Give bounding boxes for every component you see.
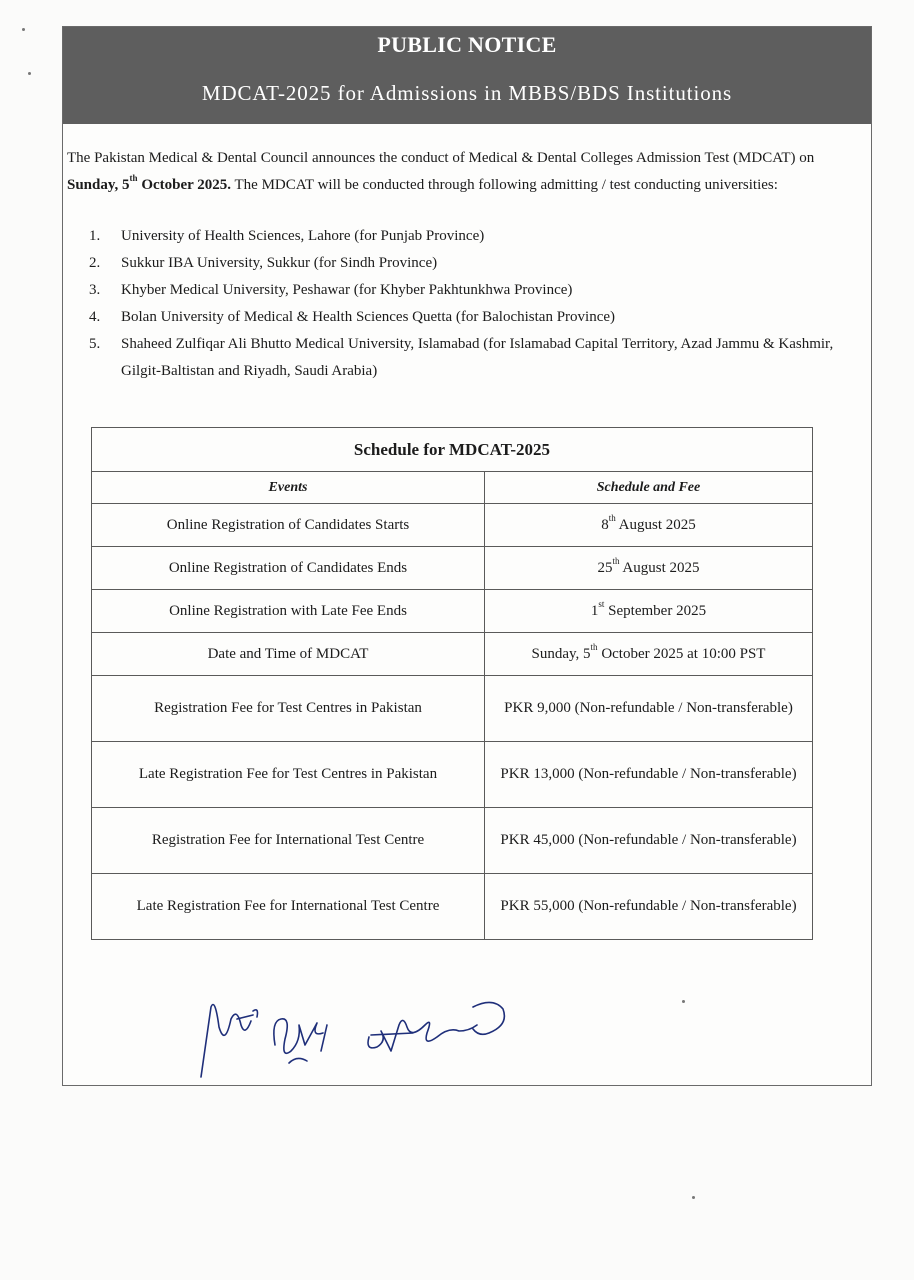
event-cell: Late Registration Fee for International Test Centre — [92, 874, 485, 940]
list-item: 2. Sukkur IBA University, Sukkur (for Sindh Province) — [89, 255, 438, 271]
value-cell: Sunday, 5th October 2025 at 10:00 PST — [485, 633, 813, 676]
column-header-schedule: Schedule and Fee — [485, 472, 813, 504]
event-cell: Registration Fee for Test Centres in Pakistan — [92, 676, 485, 742]
table-row — [92, 874, 813, 940]
intro-paragraph — [67, 145, 867, 199]
schedule-caption: Schedule for MDCAT-2025 — [92, 428, 813, 472]
event-cell: Registration Fee for International Test Centre — [92, 808, 485, 874]
table-row — [92, 504, 813, 547]
scan-speck — [22, 28, 25, 31]
list-item: 4. Bolan University of Medical & Health Sciences Quetta (for Balochistan Province) — [89, 309, 616, 325]
event-cell: Online Registration of Candidates Ends — [92, 547, 485, 590]
notice-header — [63, 27, 871, 124]
value-cell: PKR 55,000 (Non-refundable / Non-transferable) — [485, 874, 813, 940]
scan-speck — [28, 72, 31, 75]
signatures — [193, 967, 513, 1087]
column-header-events: Events — [92, 472, 485, 504]
value-cell: PKR 13,000 (Non-refundable / Non-transferable) — [485, 742, 813, 808]
table-row — [92, 590, 813, 633]
event-cell: Late Registration Fee for Test Centres in Pakistan — [92, 742, 485, 808]
scan-speck — [692, 1196, 695, 1199]
table-row — [92, 676, 813, 742]
value-cell: PKR 9,000 (Non-refundable / Non-transferable) — [485, 676, 813, 742]
table-row — [92, 742, 813, 808]
list-item: 3. Khyber Medical University, Peshawar (for Khyber Pakhtunkhwa Province) — [89, 282, 573, 298]
list-item: 1. University of Health Sciences, Lahore (for Punjab Province) — [89, 228, 485, 244]
intro-date: Sunday, 5th October 2025. — [67, 173, 232, 193]
table-row — [92, 808, 813, 874]
notice-subtitle: MDCAT-2025 for Admissions in MBBS/BDS Institutions — [201, 81, 733, 105]
value-cell: 1st September 2025 — [485, 590, 813, 633]
event-cell: Online Registration with Late Fee Ends — [92, 590, 485, 633]
event-cell: Date and Time of MDCAT — [92, 633, 485, 676]
value-cell: PKR 45,000 (Non-refundable / Non-transferable) — [485, 808, 813, 874]
intro-text: The Pakistan Medical & Dental Council announces the conduct of Medical & Dental Colleges Admission Test (MDCAT) on — [67, 150, 815, 166]
event-cell: Online Registration of Candidates Starts — [92, 504, 485, 547]
list-item: 5. Shaheed Zulfiqar Ali Bhutto Medical University, Islamabad (for Islamabad Capital Territory, Azad Jammu & Kashmir, Gilgit-Baltistan and Riyadh, Saudi Arabia) — [89, 336, 834, 379]
table-row — [92, 633, 813, 676]
value-cell: 25th August 2025 — [485, 547, 813, 590]
notice-frame — [62, 26, 872, 1086]
schedule-table — [91, 427, 813, 940]
notice-title: PUBLIC NOTICE — [377, 32, 557, 57]
university-list — [67, 223, 867, 385]
table-row — [92, 547, 813, 590]
scan-speck — [682, 1000, 685, 1003]
value-cell: 8th August 2025 — [485, 504, 813, 547]
intro-text-after: The MDCAT will be conducted through following admitting / test conducting universities: — [231, 177, 778, 193]
